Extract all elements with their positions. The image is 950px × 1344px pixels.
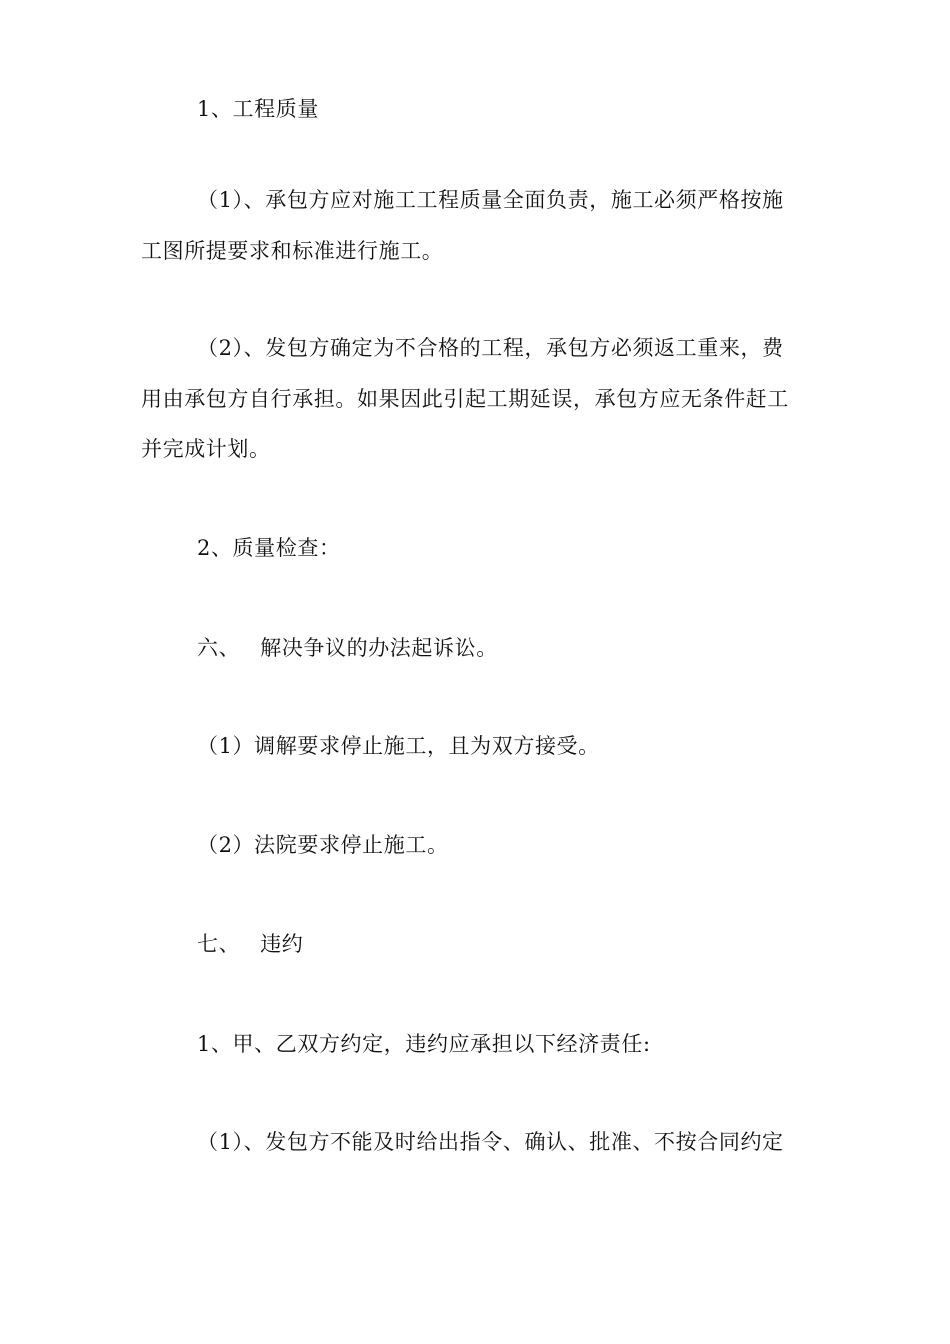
- paragraph-quality-responsibility-line-2: 工图所提要求和标准进行施工。: [141, 239, 444, 263]
- paragraph-quality-responsibility-line-1: （1）、承包方应对施工工程质量全面负责，施工必须严格按施: [197, 188, 784, 212]
- breach-item-1: （1）、发包方不能及时给出指令、确认、批准、不按合同约定: [197, 1130, 784, 1154]
- dispute-item-2: （2）法院要求停止施工。: [197, 833, 449, 857]
- section-seven-heading: [197, 929, 303, 959]
- dispute-item-1: （1）调解要求停止施工，且为双方接受。: [197, 734, 600, 758]
- heading-quality-inspection: 2、质量检查：: [197, 536, 341, 560]
- section-six-number: 六、: [197, 636, 241, 660]
- section-six-title: 解决争议的办法起诉讼。: [260, 636, 498, 660]
- paragraph-rework-line-3: 并完成计划。: [141, 437, 271, 461]
- breach-clause-1: 1、甲、乙双方约定，违约应承担以下经济责任:: [197, 1032, 651, 1056]
- section-seven-title: 违约: [260, 932, 304, 956]
- section-seven-number: 七、: [197, 932, 241, 956]
- paragraph-rework-line-1: （2）、发包方确定为不合格的工程，承包方必须返工重来，费: [197, 336, 784, 360]
- heading-engineering-quality: 1、工程质量: [197, 97, 319, 121]
- section-six-heading: [197, 633, 498, 663]
- paragraph-rework-line-2: 用由承包方自行承担。如果因此引起工期延误，承包方应无条件赶工: [141, 387, 789, 411]
